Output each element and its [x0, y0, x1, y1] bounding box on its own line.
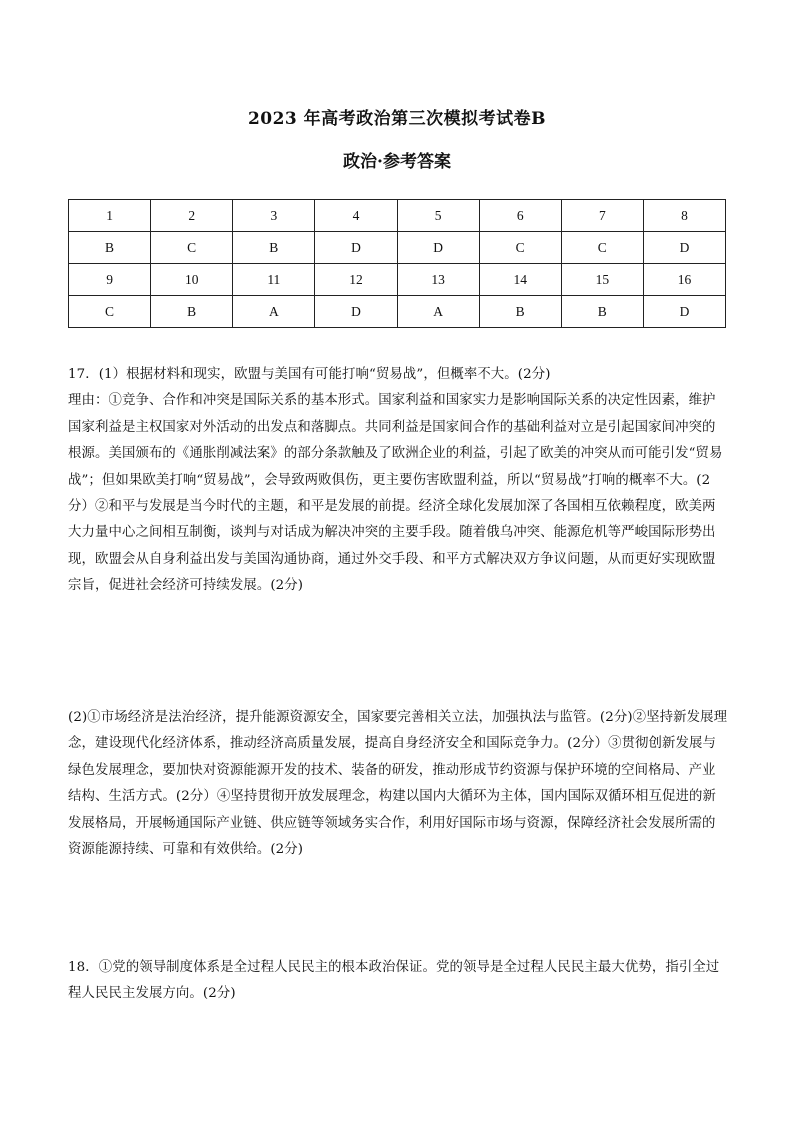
answer-cell: B — [69, 232, 151, 264]
question-number-cell: 13 — [397, 264, 479, 296]
q18-text: 18．①党的领导制度体系是全过程人民民主的根本政治保证。党的领导是全过程人民民主最大优势，指引全过程人民民主发展方向。(2分) — [68, 960, 720, 1002]
answer-row — [69, 232, 726, 264]
question-number-cell: 7 — [561, 200, 643, 232]
q17-part1-heading: 17．(1）根据材料和现实，欧盟与美国有可能打响“贸易战”，但概率不大。(2分) — [68, 367, 551, 382]
answer-cell: C — [479, 232, 561, 264]
question-number-cell: 5 — [397, 200, 479, 232]
question-number-cell: 8 — [643, 200, 725, 232]
question-number-cell: 16 — [643, 264, 725, 296]
question-number-cell: 2 — [151, 200, 233, 232]
answer-cell: B — [151, 296, 233, 328]
question-number-cell: 11 — [233, 264, 315, 296]
question-number-cell: 3 — [233, 200, 315, 232]
answer-cell: D — [643, 296, 725, 328]
question-number-cell: 6 — [479, 200, 561, 232]
answer-cell: C — [151, 232, 233, 264]
question-number-cell: 1 — [69, 200, 151, 232]
question-17-part-2 — [68, 705, 728, 863]
document-subtitle: 政治·参考答案 — [343, 152, 451, 172]
q17-part2-text: (2)①市场经济是法治经济，提升能源资源安全，国家要完善相关立法，加强执法与监管。(2分)②坚持新发展理念，建设现代化经济体系，推动经济高质量发展，提高自身经济安全和国际竞争力。(2分）③贯彻创新发展与绿色发展理念，要加快对资源能源开发的技术、装备的研发，推动形成节约资源与保护环境的空间格局、产业结构、生活方式。(2分）④坚持贯彻开放发展理念，构建以国内大循环为主体，国内国际双循环相互促进的新发展格局，开展畅通国际产业链、供应链等领域务实合作，利用好国际市场与资源，保障经济社会发展所需的资源能源持续、可靠和有效供给。(2分) — [68, 710, 728, 858]
answer-cell: C — [69, 296, 151, 328]
question-17-part-1 — [68, 362, 728, 600]
answer-cell: A — [233, 296, 315, 328]
question-18 — [68, 955, 728, 1008]
question-number-cell: 15 — [561, 264, 643, 296]
question-number-row — [69, 200, 726, 232]
question-number-row — [69, 264, 726, 296]
q17-part1-reason: 理由：①竞争、合作和冲突是国际关系的基本形式。国家利益和国家实力是影响国际关系的决定性因素，维护国家利益是主权国家对外活动的出发点和落脚点。共同利益是国家间合作的基础利益对立是引起国家间冲突的根源。美国颁布的《通胀削减法案》的部分条款触及了欧洲企业的利益，引起了欧美的冲突从而可能引发“贸易战”；但如果欧美打响“贸易战”，会导致两败俱伤，更主要伤害欧盟利益，所以“贸易战”打响的概率不大。(2分）②和平与发展是当今时代的主题，和平是发展的前提。经济全球化发展加深了各国相互依赖程度，欧美两大力量中心之间相互制衡，谈判与对话成为解决冲突的主要手段。随着俄乌冲突、能源危机等严峻国际形势出现，欧盟会从自身利益出发与美国沟通协商，通过外交手段、和平方式解决双方争议问题，从而更好实现欧盟宗旨，促进社会经济可持续发展。(2分) — [68, 393, 723, 594]
answer-cell: C — [561, 232, 643, 264]
answer-cell: D — [643, 232, 725, 264]
answer-cell: D — [397, 232, 479, 264]
answer-cell: D — [315, 232, 397, 264]
answer-cell: D — [315, 296, 397, 328]
document-title: 2023 年高考政治第三次模拟考试卷B — [247, 109, 547, 129]
answer-row — [69, 296, 726, 328]
answer-cell: B — [233, 232, 315, 264]
question-number-cell: 10 — [151, 264, 233, 296]
answer-cell: A — [397, 296, 479, 328]
question-number-cell: 12 — [315, 264, 397, 296]
question-number-cell: 9 — [69, 264, 151, 296]
question-number-cell: 14 — [479, 264, 561, 296]
answer-cell: B — [479, 296, 561, 328]
answer-table — [68, 199, 726, 328]
question-number-cell: 4 — [315, 200, 397, 232]
answer-cell: B — [561, 296, 643, 328]
